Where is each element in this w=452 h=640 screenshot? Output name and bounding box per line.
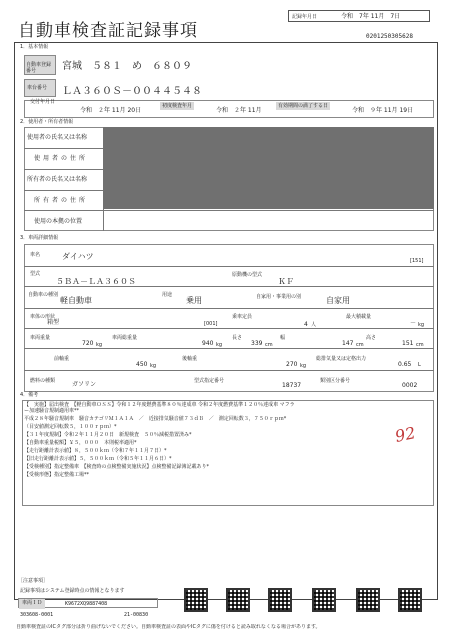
qr-code-6 bbox=[398, 588, 422, 612]
qr-code-5 bbox=[356, 588, 380, 612]
front-axle-value: 450 bbox=[136, 361, 148, 368]
remarks-line: 平成２８年騒音規制車 騒音カテゴリＭ１Ａ１Ａ ／ 近接排気騒音値７３ｄＢ ／ 測定回転数３，７５０ｒｐｍ* bbox=[24, 416, 287, 422]
shape-label: 車体の形状 bbox=[30, 314, 56, 320]
issue-label: 交付年月日 bbox=[30, 99, 56, 105]
vehicle-row-line-6 bbox=[24, 370, 434, 371]
code-left: 303608-0001 bbox=[20, 612, 54, 618]
width-unit: cm bbox=[356, 342, 364, 348]
chassis-label: 車台番号 bbox=[27, 85, 48, 91]
purpose-label: 自家用・事業用の別 bbox=[256, 294, 302, 300]
displacement-label: 総排気量又は定格出力 bbox=[316, 356, 367, 362]
max-load-value: － bbox=[410, 320, 417, 327]
first-reg-label: 初度検査年月 bbox=[162, 103, 193, 109]
car-name-label: 車名 bbox=[30, 252, 41, 258]
owner-address-label: 所有者の住所 bbox=[34, 197, 89, 204]
section-remarks-title: 4．備考 bbox=[20, 392, 39, 398]
vehicle-row-line-3 bbox=[24, 308, 434, 309]
remarks-text bbox=[24, 402, 432, 478]
section-vehicle-title: 3．車両詳細情報 bbox=[20, 235, 59, 241]
remarks-line: （目安値測定回転数５，１００ｒｐｍ）* bbox=[24, 424, 117, 430]
remarks-line: 【 実施】届出検査 【軽自動車ＯＳＳ】令和１２年度燃費基準８０％達成車 令和２年度燃費基準１２０％達成車 マフラ bbox=[24, 402, 295, 408]
length-value: 339 bbox=[251, 340, 263, 347]
section-owner-title: 2．使用者・所有者情報 bbox=[20, 119, 74, 125]
engine-label: 原動機の型式 bbox=[232, 272, 263, 278]
kind-value: 軽自動車 bbox=[60, 296, 92, 305]
document-number: 0201250305628 bbox=[366, 33, 413, 40]
section-basic-title: 1．基本情報 bbox=[20, 44, 49, 50]
car-name-value: ダイハツ bbox=[62, 252, 94, 261]
displacement-value: 0.65 bbox=[398, 361, 412, 368]
kind-label: 自動車の種別 bbox=[28, 292, 59, 298]
model-label: 型式 bbox=[30, 271, 41, 277]
remarks-line: 【３１年度規制】令和２年１１月２０日 新規検査 ５０％減税措置済み* bbox=[24, 432, 192, 438]
remarks-line: 【受検形態】指定整備工場** bbox=[24, 472, 90, 478]
model-value: ５ＢＡ－ＬＡ３６０Ｓ bbox=[56, 277, 136, 286]
reg-label-cell bbox=[24, 55, 56, 75]
rear-axle-label: 後軸重 bbox=[182, 356, 198, 362]
document-title: 自動車検査証記録事項 bbox=[18, 21, 198, 41]
record-date-value: 令和 7年 11月 7日 bbox=[341, 13, 401, 20]
width-value: 147 bbox=[342, 340, 354, 347]
front-axle-label: 前軸重 bbox=[54, 356, 70, 362]
shape-code: [001] bbox=[204, 321, 218, 327]
remarks-line: 【旧走行距離計表示値】５，５００ｋｍ（令和５年１１月６日）* bbox=[24, 456, 172, 462]
gross-unit: kg bbox=[216, 342, 223, 348]
capacity-label: 乗車定員 bbox=[232, 314, 253, 320]
use-label: 用途 bbox=[162, 292, 173, 298]
code-right: 21-00830 bbox=[124, 612, 149, 618]
user-address-label: 使用者の住所 bbox=[34, 155, 89, 162]
class-num-value: 0002 bbox=[402, 382, 418, 389]
engine-value: ＫＦ bbox=[278, 277, 294, 286]
owner-name-label: 所有者の氏名又は名称 bbox=[27, 176, 88, 183]
gross-label: 車両総重量 bbox=[112, 335, 138, 341]
rear-axle-value: 270 bbox=[286, 361, 298, 368]
front-axle-unit: kg bbox=[150, 363, 157, 369]
rear-axle-unit: kg bbox=[300, 363, 307, 369]
base-location-label: 使用の本拠の位置 bbox=[34, 218, 83, 225]
type-num-label: 型式指定番号 bbox=[194, 378, 225, 384]
bottom-note: 自動車検査証のICタグ部分は折り曲げないでください。自動車検査証の表面やICタグに傷を付けると読み取れなくなる場合があります。 bbox=[16, 624, 321, 630]
fuel-label: 燃料の種類 bbox=[30, 378, 56, 384]
reg-value: 宮城 ５８１ め ６８０９ bbox=[62, 61, 192, 72]
height-unit: cm bbox=[416, 342, 424, 348]
qr-code-1 bbox=[184, 588, 208, 612]
remarks-line: 【走行距離計表示値】８，５００ｋｍ（令和７年１１月７日）* bbox=[24, 448, 167, 454]
vehicle-id-label: 車両ＩＤ bbox=[19, 599, 45, 609]
type-num-value: 18737 bbox=[282, 382, 302, 389]
remarks-line: 【受検種別】指定整備車 【検査時の点検整備実施状況】点検整備記録簿記載あり* bbox=[24, 464, 210, 470]
notes-label: ［注意事項］ bbox=[18, 578, 49, 584]
qr-code-4 bbox=[312, 588, 336, 612]
vehicle-id-box bbox=[18, 598, 158, 608]
chassis-label-cell bbox=[24, 79, 56, 97]
vehicle-row-line-5 bbox=[24, 348, 434, 349]
handwritten-note: 92 bbox=[393, 423, 418, 446]
weight-unit: kg bbox=[96, 342, 103, 348]
displacement-unit: L bbox=[418, 362, 421, 368]
qr-code-3 bbox=[268, 588, 292, 612]
vehicle-row-line-1 bbox=[24, 266, 434, 267]
expiry-label: 有効期間の満了する日 bbox=[278, 103, 329, 109]
weight-label: 車両重量 bbox=[30, 335, 51, 341]
owner-row-line-4 bbox=[24, 210, 434, 211]
fuel-value: ガソリン bbox=[72, 381, 97, 388]
capacity-unit: 人 bbox=[311, 322, 317, 328]
use-value: 乗用 bbox=[186, 296, 202, 305]
chassis-value: ＬＡ３６０Ｓ－００４４５４８ bbox=[62, 86, 202, 97]
max-load-unit: kg bbox=[418, 322, 425, 328]
issue-value: 令和 ２年 11月 20日 bbox=[80, 107, 142, 114]
shape-value: 箱型 bbox=[47, 319, 60, 326]
vehicle-row-line-2 bbox=[24, 286, 434, 287]
user-name-label: 使用者の氏名又は名称 bbox=[27, 134, 88, 141]
height-value: 151 bbox=[402, 340, 414, 347]
class-num-label: 類別区分番号 bbox=[320, 378, 351, 384]
record-date-label: 記録年月日 bbox=[292, 14, 318, 20]
notes-text: 記録事項はシステム登録時点の情報となります bbox=[20, 588, 125, 594]
reg-label: 自動車登録番号 bbox=[26, 62, 52, 74]
car-name-code: [151] bbox=[410, 258, 424, 264]
qr-code-2 bbox=[226, 588, 250, 612]
height-label: 高さ bbox=[366, 335, 377, 341]
purpose-value: 自家用 bbox=[326, 296, 350, 305]
gross-value: 940 bbox=[202, 340, 214, 347]
weight-value: 720 bbox=[82, 340, 94, 347]
remarks-line: ー加速騒音規制適用車** bbox=[24, 408, 80, 414]
first-reg-value: 令和 ２年 11月 bbox=[216, 107, 262, 114]
redaction-block bbox=[103, 127, 434, 209]
remarks-line: 【自動車重量税額】￥５，０００ 本則税率適用* bbox=[24, 440, 137, 446]
max-load-label: 最大積載量 bbox=[346, 314, 372, 320]
length-label: 長さ bbox=[232, 335, 243, 341]
length-unit: cm bbox=[265, 342, 273, 348]
vehicle-id-value: K9672XQ9887408 bbox=[65, 601, 108, 607]
width-label: 幅 bbox=[280, 335, 286, 341]
expiry-value: 令和 ９年 11月 19日 bbox=[352, 107, 414, 114]
capacity-value: 4 bbox=[304, 321, 308, 328]
vehicle-row-line-4 bbox=[24, 328, 434, 329]
record-date-box bbox=[288, 10, 430, 22]
